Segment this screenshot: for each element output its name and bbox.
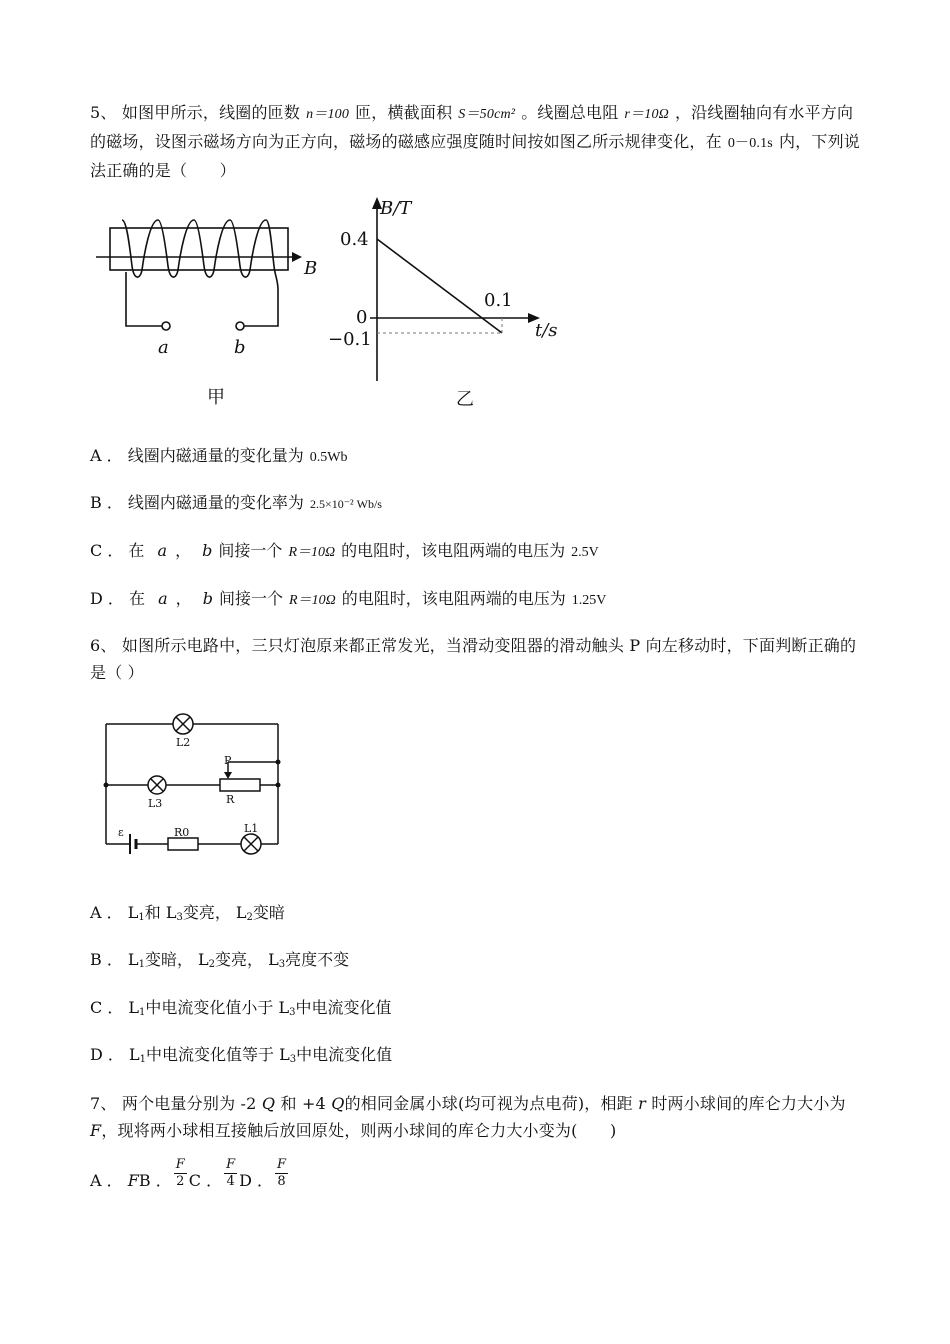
q5-option-a-value: 0.5Wb xyxy=(309,450,348,465)
b-arrowhead-icon xyxy=(292,252,302,262)
lead-a-wire xyxy=(126,272,162,326)
q5-option-d-a: a xyxy=(158,589,168,608)
graph-x-label: t/s xyxy=(535,320,558,341)
q7-option-b-label: B ． xyxy=(138,1171,172,1190)
q7-option-b-fraction xyxy=(174,1157,187,1190)
lamp-L3-icon xyxy=(148,776,166,794)
fraction-numerator: F xyxy=(277,1157,287,1172)
q7-option-d-fraction xyxy=(275,1157,288,1190)
q5-option-a-text: A ． 线圈内磁通量的变化量为 xyxy=(90,446,304,465)
fig-caption-yi: 乙 xyxy=(456,389,474,410)
q7-option-d-label: D ． xyxy=(239,1171,274,1190)
lamp-L2-icon xyxy=(173,714,193,734)
q6-option-a[interactable] xyxy=(90,902,285,929)
subscript: 3 xyxy=(289,1054,297,1065)
q5-option-d[interactable] xyxy=(90,588,612,612)
subscript: 1 xyxy=(139,1054,147,1065)
q7-stem xyxy=(90,1090,860,1144)
q5-option-b-value: 2.5×10⁻² Wb/s xyxy=(309,497,382,511)
q5-figure-coil xyxy=(92,210,322,410)
junction-dot xyxy=(104,783,109,788)
q5-stem-part: 。线圈总电阻 xyxy=(521,103,619,122)
circuit-label-L3: L3 xyxy=(148,797,163,810)
q5-option-d-text: 的电阻时，该电阻两端的电压为 xyxy=(341,589,566,608)
q7-stem-part: 7、 两个电量分别为 -2 xyxy=(90,1094,257,1113)
fraction-denominator: 4 xyxy=(226,1174,235,1189)
q5-option-c-comma: ， xyxy=(175,541,192,560)
q5-option-d-text: 间接一个 xyxy=(219,589,284,608)
q7-stem-part: 和 +4 xyxy=(280,1094,326,1113)
q5-s-expr: S＝50cm² xyxy=(458,107,516,122)
q5-stem xyxy=(90,99,860,184)
q6-option-a-text: 和 L xyxy=(144,903,177,922)
q6-option-c-text: 中电流变化值 xyxy=(295,998,392,1017)
q7-stem-part: 的相同金属小球(均可视为点电荷)，相距 xyxy=(344,1094,633,1113)
circuit-label-P: P xyxy=(224,754,232,767)
graph-y-label: B/T xyxy=(380,198,412,219)
subscript: 2 xyxy=(246,912,253,923)
subscript: 2 xyxy=(208,959,216,970)
q5-option-c[interactable] xyxy=(90,540,605,564)
q5-stem-part: 内，下列说法正确的是（ ） xyxy=(90,132,860,180)
junction-dot xyxy=(276,783,281,788)
q5-option-d-comma: ， xyxy=(175,589,192,608)
q5-stem-part: ，沿线圈轴向有水平方向的磁场，设图示磁场方向为正方向，磁场的磁感应强度随时间按如图乙所示规律变化，在 xyxy=(90,103,854,151)
q7-charge-q: Q xyxy=(331,1094,345,1113)
q5-r-expr: r＝10Ω xyxy=(624,107,669,122)
coil-label-b: b xyxy=(234,337,246,358)
subscript: 3 xyxy=(289,1007,296,1018)
q5-option-b[interactable] xyxy=(90,492,388,515)
q5-option-c-text: 间接一个 xyxy=(218,541,283,560)
q7-force-f: F xyxy=(90,1121,102,1140)
q7-option-c-fraction xyxy=(224,1157,237,1190)
graph-tick-0: 0 xyxy=(356,307,368,328)
rheostat-R xyxy=(220,779,260,791)
subscript: 1 xyxy=(139,1007,146,1018)
resistor-R0 xyxy=(168,838,198,850)
subscript: 3 xyxy=(278,959,286,970)
q7-stem-part: 时两小球间的库仑力大小为 xyxy=(651,1094,846,1113)
q6-option-d-text: 中电流变化值等于 L xyxy=(146,1045,290,1064)
coil-winding xyxy=(122,220,278,290)
q6-option-a-text: 变亮， L xyxy=(182,903,247,922)
fraction-numerator: F xyxy=(175,1157,185,1172)
q6-option-b-text: 变暗， L xyxy=(144,950,209,969)
circuit-label-eps: ε xyxy=(118,826,124,839)
q7-option-d[interactable] xyxy=(239,1157,290,1190)
q6-option-a-text: A ． L xyxy=(90,903,139,922)
fraction-denominator: 2 xyxy=(176,1174,185,1189)
q5-option-d-r: R＝10Ω xyxy=(289,593,336,608)
q7-option-a[interactable] xyxy=(90,1171,139,1190)
q5-option-c-text: 的电阻时，该电阻两端的电压为 xyxy=(341,541,566,560)
q5-stem-part: 匝，横截面积 xyxy=(355,103,453,122)
q5-option-c-r: R＝10Ω xyxy=(288,545,336,560)
q5-option-c-text: C ． 在 xyxy=(90,541,145,560)
q5-stem-part: 5、 如图甲所示，线圈的匝数 xyxy=(90,103,301,122)
q5-t-expr: 0－0.1s xyxy=(727,136,773,151)
subscript: 3 xyxy=(176,912,183,923)
q6-option-b-text: B ． L xyxy=(90,950,139,969)
q7-stem-part: ，现将两小球相互接触后放回原处，则两小球间的库仑力大小变为( ) xyxy=(101,1121,617,1140)
coil-label-a: a xyxy=(158,337,169,358)
q5-option-b-text: B ． 线圈内磁通量的变化率为 xyxy=(90,493,304,512)
lead-b-wire xyxy=(244,290,278,326)
slider-arrow-icon xyxy=(224,772,232,779)
q7-option-c[interactable] xyxy=(188,1157,239,1190)
q7-option-a-label: A ． xyxy=(90,1171,123,1190)
terminal-b xyxy=(236,322,244,330)
q6-circuit-figure xyxy=(98,710,288,860)
q6-option-d-text: 中电流变化值 xyxy=(296,1045,393,1064)
q7-distance-r: r xyxy=(638,1094,647,1113)
terminal-a xyxy=(162,322,170,330)
q6-option-c-text: C ． L xyxy=(90,998,140,1017)
q7-charge-q: Q xyxy=(261,1094,276,1113)
q6-stem: 6、 如图所示电路中，三只灯泡原来都正常发光，当滑动变阻器的滑动触头 P 向左移动时，下面判断正确的是（ ） xyxy=(90,636,857,682)
q6-option-c[interactable] xyxy=(90,997,392,1024)
graph-tick-0.1: 0.1 xyxy=(484,290,513,311)
fraction-numerator: F xyxy=(226,1157,236,1172)
b-t-line xyxy=(377,239,502,333)
q6-option-a-text: 变暗 xyxy=(252,903,285,922)
fraction-denominator: 8 xyxy=(277,1174,286,1189)
q6-option-d[interactable] xyxy=(90,1044,392,1071)
q6-option-d-text: D ． L xyxy=(90,1045,140,1064)
q7-option-b[interactable] xyxy=(138,1157,189,1190)
coil-label-B: B xyxy=(304,258,318,279)
circuit-label-R0: R0 xyxy=(174,826,190,839)
fig-caption-jia: 甲 xyxy=(207,387,225,408)
q5-option-c-b: b xyxy=(202,541,213,560)
q7-option-c-label: C ． xyxy=(188,1171,223,1190)
subscript: 1 xyxy=(138,912,145,923)
q7-options xyxy=(90,1157,290,1198)
subscript: 1 xyxy=(138,959,145,970)
circuit-label-R: R xyxy=(226,793,235,806)
q6-option-c-text: 中电流变化值小于 L xyxy=(145,998,290,1017)
q6-option-b-text: 变亮， L xyxy=(215,950,279,969)
junction-dot xyxy=(276,760,281,765)
q7-option-a-value: F xyxy=(127,1171,139,1190)
q6-option-b[interactable] xyxy=(90,949,349,976)
q6-option-b-text: 亮度不变 xyxy=(285,950,350,969)
q5-option-d-text: D ． 在 xyxy=(90,589,146,608)
graph-tick-neg0.1: −0.1 xyxy=(328,329,372,350)
circuit-label-L2: L2 xyxy=(176,736,191,749)
graph-tick-0.4: 0.4 xyxy=(340,229,369,250)
lamp-L1-icon xyxy=(241,834,261,854)
q5-option-c-a: a xyxy=(157,541,168,560)
q5-option-d-value: 1.25V xyxy=(571,593,607,608)
q5-figure-graph xyxy=(330,195,570,385)
q5-n-expr: n＝100 xyxy=(306,107,350,122)
q5-option-d-b: b xyxy=(202,589,214,608)
q5-option-a[interactable] xyxy=(90,445,353,469)
circuit-label-L1: L1 xyxy=(244,822,259,835)
q5-option-c-value: 2.5V xyxy=(571,545,599,560)
